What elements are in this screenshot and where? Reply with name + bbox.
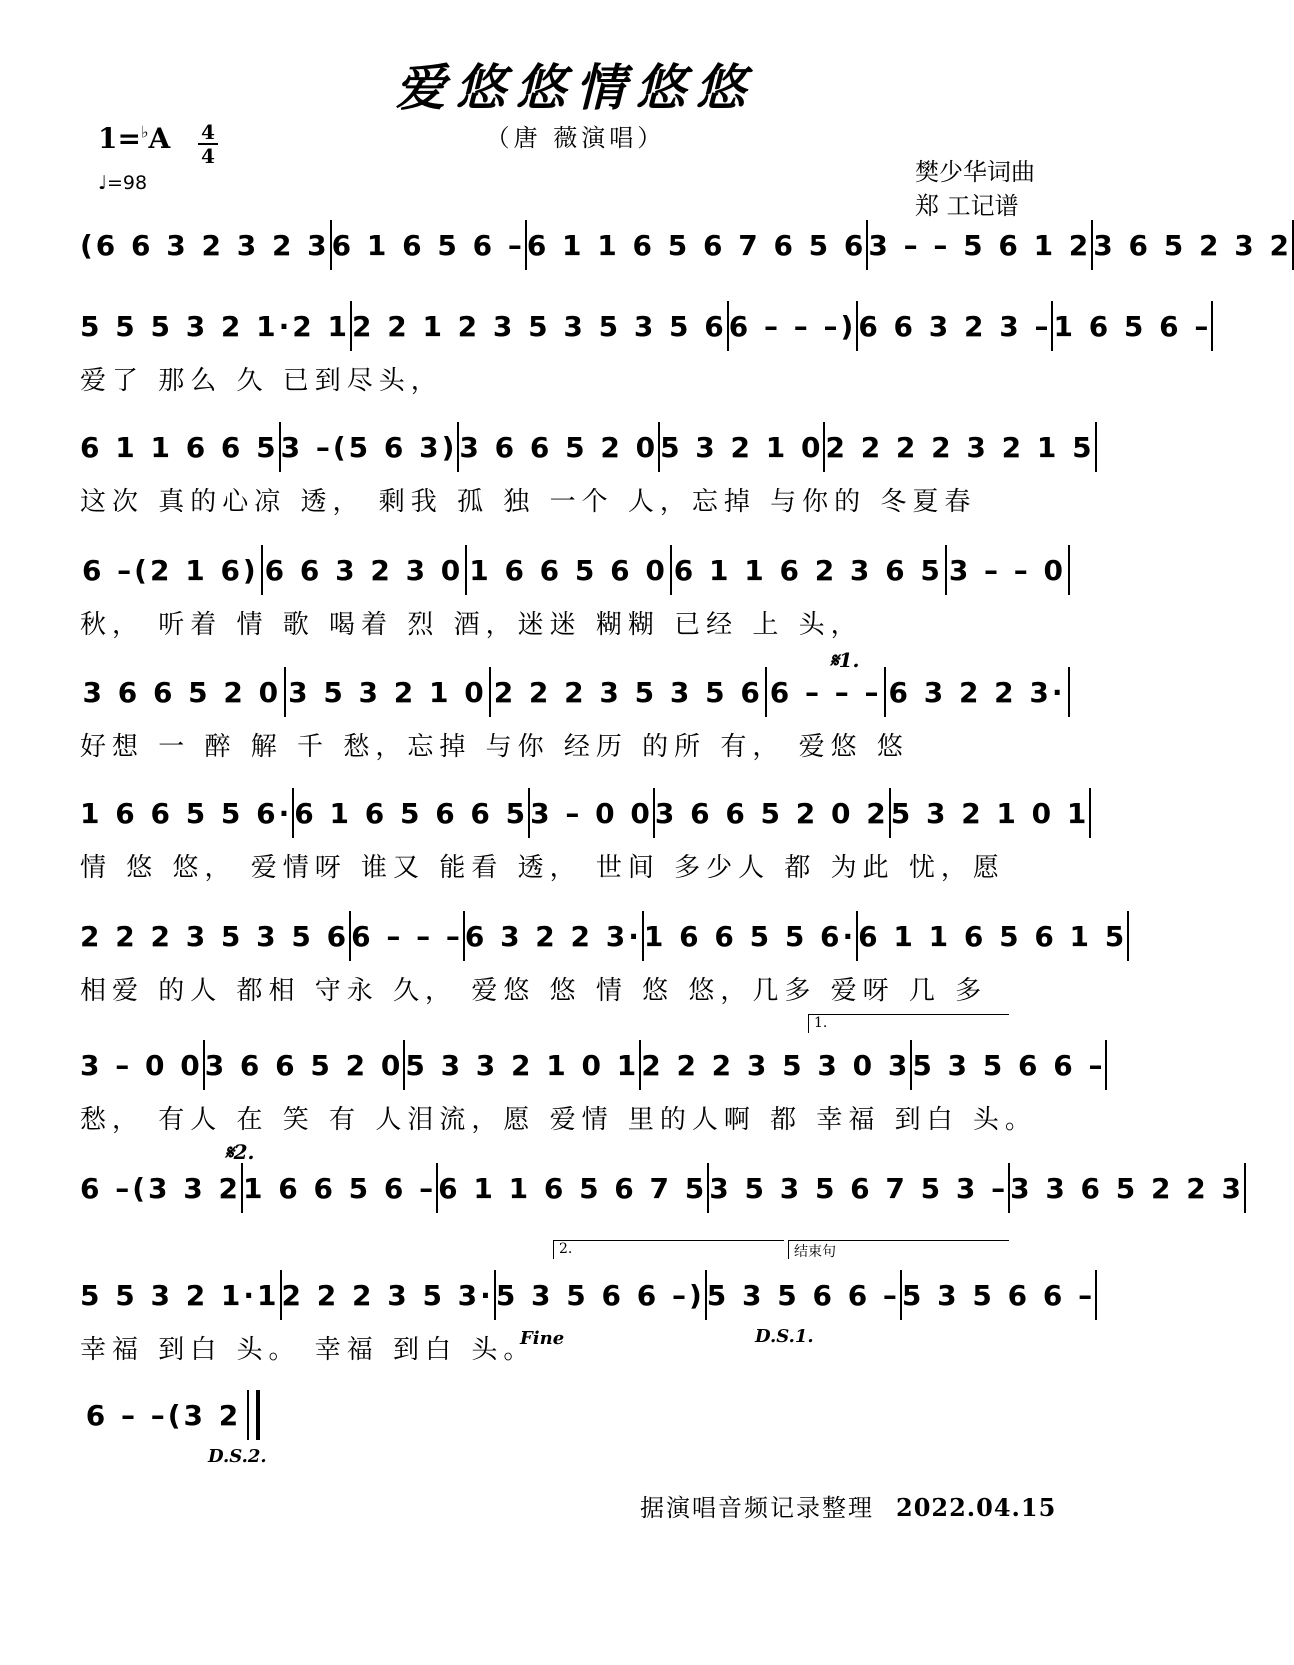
lyricist-composer: 樊少华词曲 (915, 158, 1035, 186)
measure: 5 3 2 1 0 1 (890, 796, 1090, 830)
notation-line (80, 1035, 1106, 1095)
measure: 3 – – 5 6 1 2 (868, 228, 1092, 262)
measure: 2 2 2 3 5 3 0 3 (641, 1048, 911, 1082)
tempo-marking: ♩=98 (98, 172, 148, 194)
measure: 5 3 2 1 0 (660, 430, 824, 464)
measure: 6 6 3 2 3 0 (264, 553, 464, 587)
notation-line (80, 1265, 1096, 1325)
notation-line (80, 662, 1070, 722)
measure: 2 2 2 3 5 3 5 6 (80, 919, 350, 953)
measure: 6 –(3 3 2 (80, 1171, 241, 1205)
lyric-line: 爱了 那么 久 已到尽头， (80, 366, 443, 396)
time-signature (198, 122, 218, 166)
measure: 2 2 2 3 5 3 5 6 (493, 675, 763, 709)
barline (1244, 1163, 1246, 1213)
measure: 3 3 6 5 2 2 3 (1010, 1171, 1244, 1205)
credits (915, 155, 1035, 223)
footer (640, 1488, 1056, 1523)
measure: 2 2 2 2 3 2 1 5 (825, 430, 1095, 464)
lyric-line: 这次 真的心凉 透， 剩我 孤 独 一个 人，忘掉 与你的 冬夏春 (80, 487, 977, 517)
segno-1-mark: 𝄋1. (830, 648, 860, 672)
measure: 1 6 6 5 5 6· (643, 919, 857, 953)
meter-top: 4 (201, 120, 215, 144)
measure: 6 1 1 6 6 5 (80, 430, 279, 464)
segno-2-mark: 𝄋2. (225, 1140, 255, 1164)
meter-bottom: 4 (201, 144, 215, 168)
lyric-line: 幸福 到白 头。 幸福 到白 头。 (80, 1335, 536, 1365)
measure: 3 6 6 5 2 0 2 (654, 796, 889, 830)
barline (247, 1390, 260, 1440)
measure: 1 6 6 5 6 – (242, 1171, 437, 1205)
measure: 6 –(2 1 6) (81, 553, 259, 587)
measure: 6 1 1 6 2 3 6 5 (673, 553, 943, 587)
measure: 2 2 1 2 3 5 3 5 3 5 6 (351, 309, 727, 343)
measure: 3 5 3 5 6 7 5 3 – (709, 1171, 1009, 1205)
measure: 2 2 2 3 5 3· (281, 1278, 494, 1312)
fine-mark: Fine (520, 1328, 565, 1349)
measure: 6 – – –) (728, 309, 857, 343)
measure: 6 1 1 6 5 6 1 5 (858, 919, 1128, 953)
measure: 3 – – 0 (948, 553, 1067, 587)
barline (1105, 1040, 1107, 1090)
measure: 6 – – – (769, 675, 882, 709)
notation-line (80, 540, 1070, 600)
lyric-line: 好想 一 醉 解 千 愁，忘掉 与你 经历 的所 有， 爱悠 悠 (80, 732, 909, 762)
measure: 5 3 5 6 6 –) (495, 1278, 705, 1312)
measure: 5 5 3 2 1·1 (80, 1278, 280, 1312)
barline (1127, 911, 1129, 961)
ending-bracket: 结束句 (788, 1240, 1009, 1259)
notation-line (80, 296, 1212, 356)
measure: 3 – 0 0 (80, 1048, 203, 1082)
measure: 6 1 1 6 5 6 7 5 (438, 1171, 708, 1205)
source-note: 据演唱音频记录整理 (640, 1494, 874, 1522)
ds2-mark: D.S.2. (208, 1446, 267, 1467)
lyric-line: 秋， 听着 情 歌 喝着 烈 酒，迷迷 糊糊 已经 上 头， (80, 610, 863, 640)
measure: 6 – – – (351, 919, 463, 953)
measure: 5 5 5 3 2 1·2 1 (80, 309, 350, 343)
measure: 3 5 3 2 1 0 (288, 675, 487, 709)
measure: 3 6 6 5 2 0 (459, 430, 659, 464)
measure: 1 6 5 6 – (1053, 309, 1212, 343)
barline (1095, 422, 1097, 472)
song-title: 爱悠悠情悠悠 (395, 58, 756, 117)
measure: 6 6 3 2 3 – (858, 309, 1052, 343)
flat-sign: ♭ (140, 122, 149, 142)
volta-1: 1. (808, 1014, 1009, 1033)
measure: 6 1 6 5 6 6 5 (294, 796, 529, 830)
measure: 5 3 5 6 6 – (706, 1278, 900, 1312)
key-prefix: 1= (98, 122, 141, 155)
lyric-line: 相爱 的人 都相 守永 久， 爱悠 悠 情 悠 悠，几多 爱呀 几 多 (80, 976, 988, 1006)
measure: 1 6 6 5 6 0 (469, 553, 668, 587)
barline (1095, 1270, 1097, 1320)
measure: 3 – 0 0 (530, 796, 653, 830)
key-note: A (148, 122, 171, 155)
notation-line (80, 1385, 260, 1445)
measure: 6 1 6 5 6 – (331, 228, 525, 262)
measure: 3 6 5 2 3 2 (1093, 228, 1292, 262)
measure: 6 – –(3 2 (85, 1398, 242, 1432)
barline (1068, 545, 1070, 595)
notation-line (80, 783, 1090, 843)
measure: (6 6 3 2 3 2 3 (80, 228, 330, 262)
notation-line (80, 215, 1292, 275)
lyric-line: 愁， 有人 在 笑 有 人泪流，愿 爱情 里的人啊 都 幸福 到白 头。 (80, 1105, 1037, 1135)
measure: 6 1 1 6 5 6 7 6 5 6 (526, 228, 867, 262)
barline (1089, 788, 1091, 838)
lyric-line: 情 悠 悠， 爱情呀 谁又 能看 透， 世间 多少人 都 为此 忧，愿 (80, 853, 1005, 883)
barline (1211, 301, 1213, 351)
date: 2022.04.15 (896, 1493, 1057, 1522)
measure: 3 –(5 6 3) (280, 430, 458, 464)
ds1-mark: D.S.1. (755, 1326, 814, 1347)
transcriber: 郑 工记谱 (915, 192, 1019, 220)
measure: 6 3 2 2 3· (888, 675, 1066, 709)
measure: 3 6 6 5 2 0 (204, 1048, 404, 1082)
notation-line (80, 906, 1128, 966)
barline (1068, 667, 1070, 717)
measure: 6 3 2 2 3· (464, 919, 642, 953)
measure: 1 6 6 5 5 6· (80, 796, 293, 830)
measure: 5 3 3 2 1 0 1 (405, 1048, 640, 1082)
measure: 3 6 6 5 2 0 (82, 675, 282, 709)
key-signature (98, 122, 170, 155)
notation-line (80, 1158, 1244, 1218)
notation-line (80, 417, 1095, 477)
measure: 5 3 5 6 6 – (901, 1278, 1096, 1312)
measure: 5 3 5 6 6 – (912, 1048, 1106, 1082)
singer-credit: （唐 薇演唱） (485, 124, 666, 152)
volta-2: 2. (553, 1240, 784, 1259)
